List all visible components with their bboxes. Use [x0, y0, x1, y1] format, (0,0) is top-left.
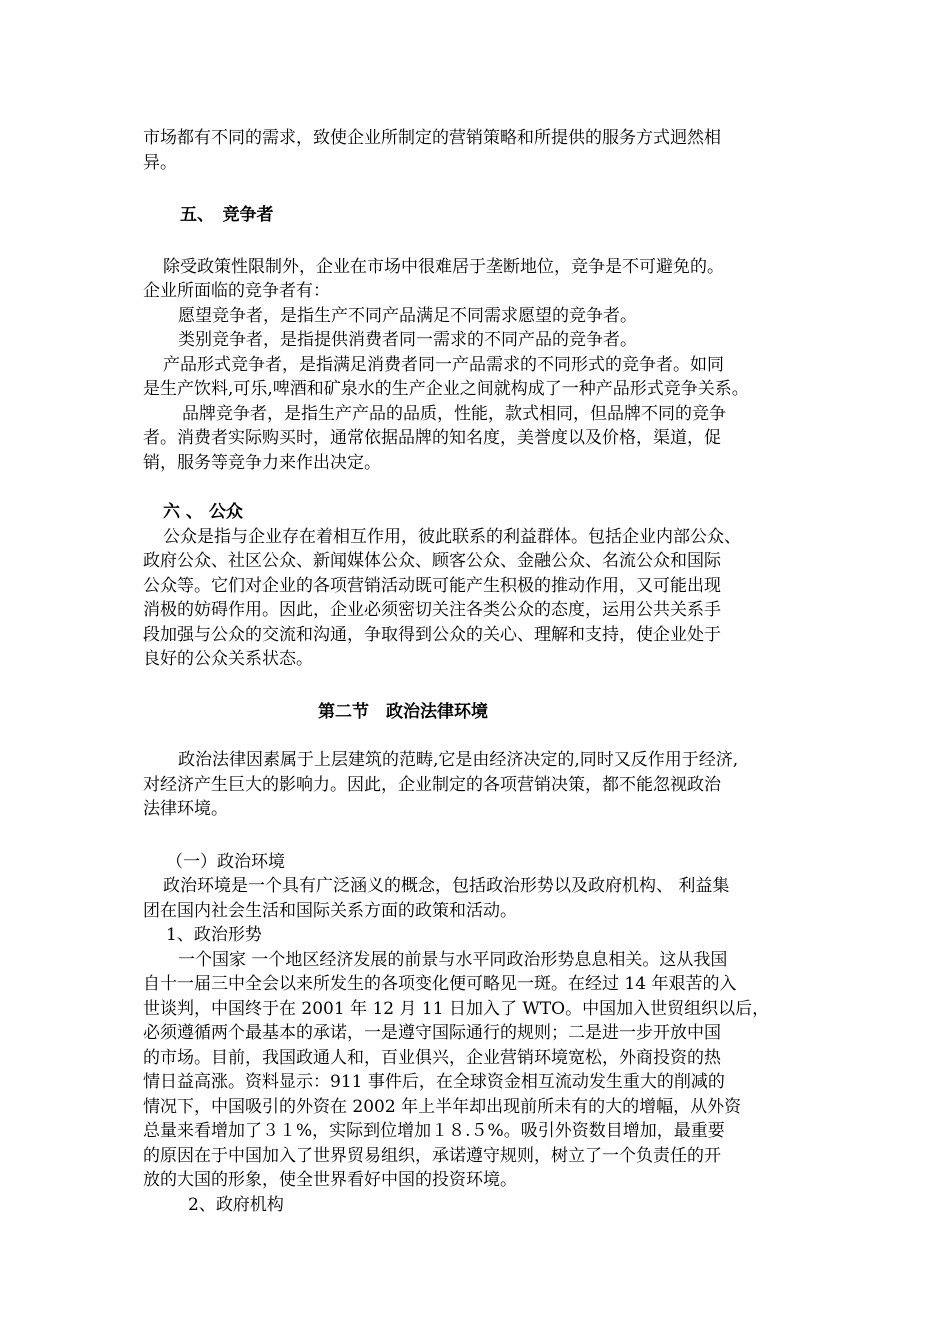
paragraph-line: 消极的妨碍作用。因此，企业必须密切关注各类公众的态度，运用公共关系手 — [143, 600, 721, 620]
paragraph-line: 团在国内社会生活和国际关系方面的政策和活动。 — [143, 901, 517, 921]
paragraph-line: 对经济产生巨大的影响力。因此，企业制定的各项营销决策，都不能忽视政治 — [143, 775, 721, 795]
paragraph-line: 段加强与公众的交流和沟通，争取得到公众的关心、理解和支持，使企业处于 — [143, 625, 721, 645]
paragraph-line: 公众等。它们对企业的各项营销活动既可能产生积极的推动作用，又可能出现 — [143, 576, 721, 596]
paragraph-line: 市场都有不同的需求，致使企业所制定的营销策略和所提供的服务方式迥然相 — [143, 128, 721, 148]
paragraph-line: 政府公众、社区公众、新闻媒体公众、顾客公众、金融公众、名流公众和国际 — [143, 551, 721, 571]
paragraph-line: 放的大国的形象，使全世界看好中国的投资环境。 — [143, 1170, 517, 1190]
paragraph-line: 者。消费者实际购买时，通常依据品牌的知名度，美誉度以及价格，渠道，促 — [143, 428, 721, 448]
subsection-heading: （一）政治环境 — [166, 852, 285, 872]
paragraph-line: 企业所面临的竞争者有： — [143, 281, 330, 301]
paragraph-line: 政治环境是一个具有广泛涵义的概念，包括政治形势以及政府机构、 利益集 — [163, 876, 730, 896]
paragraph-line: 世谈判，中国终于在 2001 年 12 月 11 日加入了 WTO。中国加入世贸组织以后， — [143, 999, 770, 1019]
paragraph-line: 自十一届三中全会以来所发生的各项变化便可略见一斑。在经过 14 年艰苦的入 — [143, 974, 737, 994]
subsection-heading: 2、政府机构 — [188, 1195, 284, 1215]
paragraph-line: 情况下，中国吸引的外资在 2002 年上半年却出现前所未有的大的增幅，从外资 — [143, 1097, 742, 1117]
paragraph-line: 总量来看增加了３１%，实际到位增加１８.５%。吸引外资数目增加，最重要 — [143, 1121, 725, 1141]
chapter-section-title: 第二节 政治法律环境 — [318, 702, 488, 722]
paragraph-line: 一个国家 一个地区经济发展的前景与水平同政治形势息息相关。这从我国 — [178, 950, 728, 970]
paragraph-line: 品牌竞争者，是指生产产品的品质，性能，款式相同，但品牌不同的竞争 — [182, 404, 726, 424]
paragraph-line: 是生产饮料,可乐,啤酒和矿泉水的生产企业之间就构成了一种产品形式竞争关系。 — [143, 379, 749, 399]
paragraph-line: 法律环境。 — [143, 799, 228, 819]
paragraph-line: 政治法律因素属于上层建筑的范畴,它是由经济决定的,同时又反作用于经济, — [178, 750, 739, 770]
paragraph-line: 的原因在于中国加入了世界贸易组织，承诺遵守规则，树立了一个负责任的开 — [143, 1146, 721, 1166]
paragraph-line: 情日益高涨。资料显示：911 事件后，在全球资金相互流动发生重大的削减的 — [143, 1072, 725, 1092]
paragraph-line: 除受政策性限制外，企业在市场中很难居于垄断地位，竞争是不可避免的。 — [163, 257, 724, 277]
paragraph-line: 的市场。目前，我国政通人和，百业俱兴，企业营销环境宽松，外商投资的热 — [143, 1048, 721, 1068]
paragraph-line: 类别竞争者，是指提供消费者同一需求的不同产品的竞争者。 — [178, 330, 637, 350]
paragraph-line: 必须遵循两个最基本的承诺，一是遵守国际通行的规则；二是进一步开放中国 — [143, 1023, 721, 1043]
paragraph-line: 愿望竞争者，是指生产不同产品满足不同需求愿望的竞争者。 — [178, 306, 637, 326]
paragraph-line: 销，服务等竞争力来作出决定。 — [143, 453, 381, 473]
section-heading-competitors: 五、 竞争者 — [180, 205, 274, 225]
subsection-heading: 1、政治形势 — [166, 925, 262, 945]
paragraph-line: 产品形式竞争者，是指满足消费者同一产品需求的不同形式的竞争者。如同 — [163, 355, 724, 375]
paragraph-line: 良好的公众关系状态。 — [143, 649, 313, 669]
paragraph-line: 异。 — [143, 153, 177, 173]
section-heading-public: 六 、 公众 — [163, 502, 243, 522]
paragraph-line: 公众是指与企业存在着相互作用，彼此联系的利益群体。包括企业内部公众、 — [163, 527, 741, 547]
